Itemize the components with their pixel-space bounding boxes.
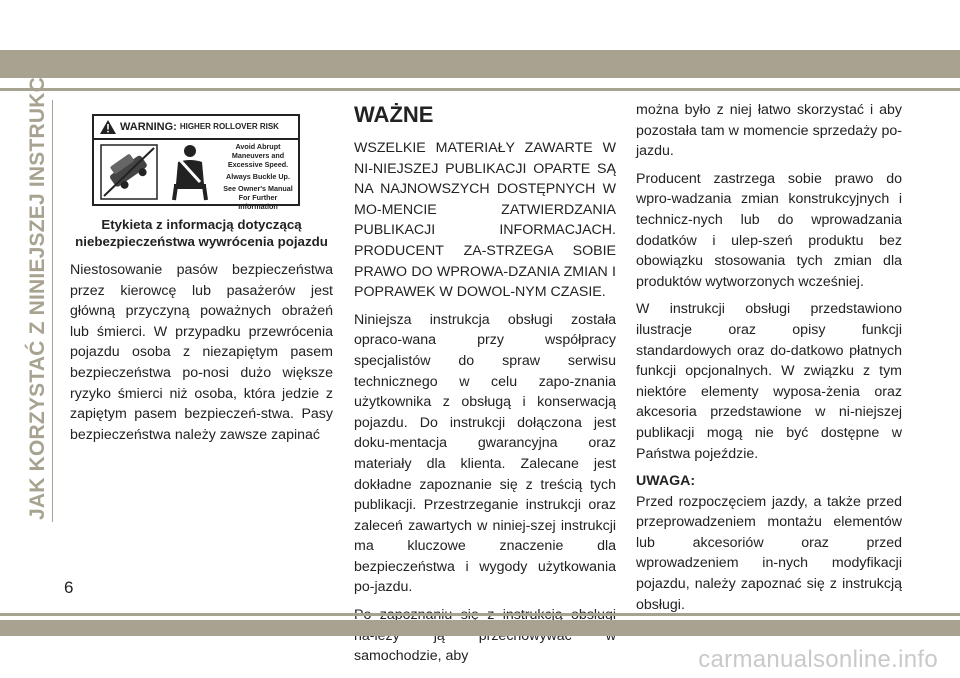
paragraph-keep-manual-cont: można było z niej łatwo skorzystać i aby pozostała tam w momencie sprzedaży po-jazdu. (636, 102, 902, 160)
warning-label-header (94, 116, 298, 140)
paragraph-notice-caps: WSZELKIE MATERIAŁY ZAWARTE W NI-NIEJSZEJ PUBLIKACJI OPARTE SĄ NA NAJNOWSZYCH DOSTĘPNYCH W MO-MENCIE ZATWIERDZANIA PUBLIKACJI INFORMACJACH. PRODUCENT ZA-STRZEGA SOBIE PRAWO DO WPROWA-DZANIA ZMIAN I POPRAWEK W DOWOL-NYM CZASIE. (354, 140, 616, 301)
seatbelt-icon (166, 142, 214, 202)
watermark-url: carmanualsonline.info (698, 646, 938, 673)
column-right (636, 100, 902, 622)
warning-line-buckle: Always Buckle Up. (226, 172, 290, 181)
section-heading: WAŻNE (354, 102, 434, 127)
warning-label-instructions (218, 142, 298, 214)
column-middle (354, 100, 616, 674)
warning-line-speed: Avoid Abrupt Maneuvers and Excessive Speed. (227, 142, 289, 169)
paragraph-optional-features: W instrukcji obsługi przedstawiono ilustracje oraz opisy funkcji standardowych oraz do-datkowo płatnych funkcji opcjonalnych. W związku z tym niektóre elementy wyposa-żenia oraz akcesoria przedstawione w ni-niejszej publikacji mogą nie być dostępne w Państwa pojeździe. (636, 301, 902, 462)
footer-rule (0, 613, 960, 616)
car-rollover-icon (100, 144, 158, 200)
warning-triangle-icon (100, 120, 116, 134)
paragraph-manufacturer-rights: Producent zastrzega sobie prawo do wpro-wadzania zmian konstrukcyjnych i technicz-nych lub do wprowadzania dodatków i ulep-szeń produktu bez obowiązku stosowania tych zmian dla produktów wytworzonych wcześniej. (636, 170, 902, 290)
rollover-warning-label (92, 114, 300, 211)
warning-line-manual: See Owner's Manual For Further Information (223, 184, 293, 211)
paragraph-manual-purpose: Niniejsza instrukcja obsługi została opraco-wana przy współpracy specjalistów do spraw serwisu technicznego w celu zapo-znania użytkownika z obsługą i konserwacją pojazdu. Do instrukcji dołączona jest doku-mentacja gwarancyjna oraz materiały dla klienta. Zalecane jest dokładne zapoznanie się z treścią tych publikacji. Przestrzeganie instrukcji oraz zaleceń zawartych w niniej-szej instrukcji ma kluczowe znaczenie dla bezpieczeństwa i wygody użytkowania po-jazdu. (354, 311, 616, 596)
note-text: Przed rozpoczęciem jazdy, a także przed przeprowadzeniem montażu elementów lub akcesoriów oraz przed wprowadzeniem in-nych modyfikacji pojazdu, należy zapoznać się z instrukcją obsługi. (636, 493, 902, 613)
paragraph-keep-manual: samochodzie, aby (354, 648, 469, 665)
warning-label-prefix: WARNING: (120, 120, 177, 133)
header-rule (0, 88, 960, 91)
seatbelt-paragraph: Niestosowanie pasów bezpieczeństwa przez kierowcę lub pasażerów jest główną przyczyną poważnych obrażeń lub śmierci. W przypadku przewrócenia pojazdu osoba z niezapiętym pasem bezpieczeństwa po-nosi dużo większe ryzyko śmierci niż osoba, która jedzie z zapiętym pasem bezpieczeń-stwa. Pasy bezpieczeństwa należy zawsze zapinać (70, 262, 333, 443)
column-left (70, 100, 333, 452)
header-band (0, 50, 960, 78)
page-number: 6 (64, 578, 74, 597)
figure-caption: Etykieta z informacją dotyczącą niebezpieczeństwa wywrócenia pojazdu (75, 217, 328, 249)
warning-label-title: HIGHER ROLLOVER RISK (179, 121, 279, 131)
note-label: UWAGA: (636, 473, 696, 490)
side-title-rule (52, 100, 53, 522)
footer-band (0, 620, 960, 636)
side-section-title: JAK KORZYSTAĆ Z NINIEJSZEJ INSTRUKCJI (26, 59, 49, 520)
